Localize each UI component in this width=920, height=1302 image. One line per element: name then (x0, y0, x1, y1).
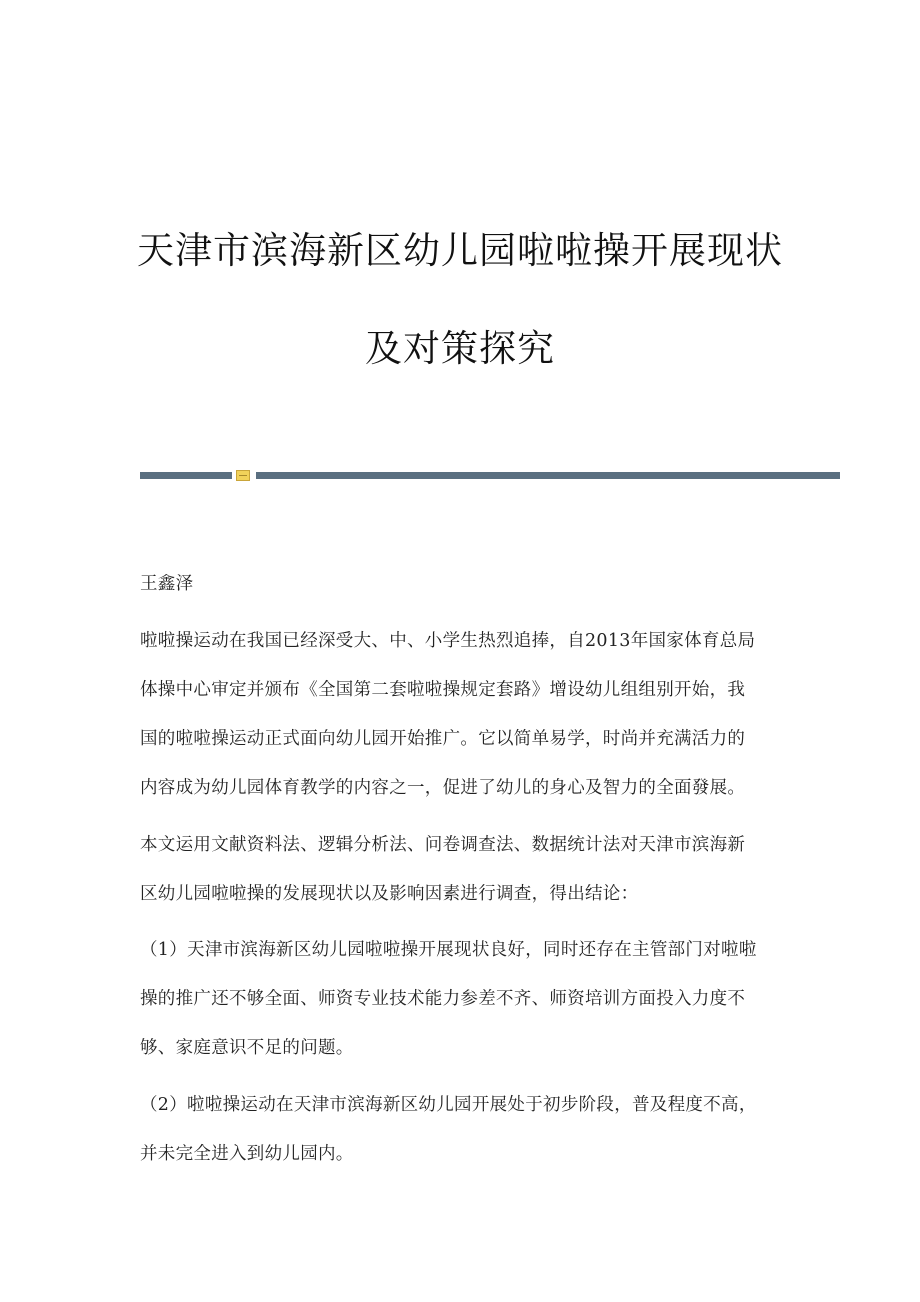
paragraph-3-line-3: 够、家庭意识不足的问题。 (140, 1038, 354, 1058)
paragraph-1-line-2: 体操中心审定并颁布《全国第二套啦啦操规定套路》增设幼儿组组别开始，我 (140, 680, 746, 700)
page-title-line-1: 天津市滨海新区幼儿园啦啦操开展现状 (137, 229, 783, 272)
author-name: 王鑫泽 (140, 574, 194, 594)
title-divider-right (256, 472, 840, 479)
paragraph-4-line-1: （2）啦啦操运动在天津市滨海新区幼儿园开展处于初步阶段，普及程度不高， (140, 1095, 757, 1115)
divider-envelope-icon (236, 470, 250, 481)
paragraph-4-line-2: 并未完全进入到幼儿园内。 (140, 1144, 354, 1164)
paragraph-1-line-4: 内容成为幼儿园体育教学的内容之一，促进了幼儿的身心及智力的全面發展。 (140, 778, 746, 798)
paragraph-1-line-3: 国的啦啦操运动正式面向幼儿园开始推广。它以简单易学，时尚并充满活力的 (140, 729, 746, 749)
paragraph-3-line-1: （1）天津市滨海新区幼儿园啦啦操开展现状良好，同时还存在主管部门对啦啦 (140, 940, 757, 960)
paragraph-2-line-2: 区幼儿园啦啦操的发展现状以及影响因素进行调查，得出结论： (140, 884, 639, 904)
page-title-line-2: 及对策探究 (365, 327, 555, 370)
paragraph-3-line-2: 操的推广还不够全面、师资专业技术能力参差不齐、师资培训方面投入力度不 (140, 989, 746, 1009)
paragraph-1-line-1: 啦啦操运动在我国已经深受大、中、小学生热烈追捧，自2013年国家体育总局 (140, 631, 756, 651)
paragraph-2-line-1: 本文运用文献资料法、逻辑分析法、问卷调查法、数据统计法对天津市滨海新 (140, 835, 746, 855)
title-divider-left (140, 472, 232, 479)
